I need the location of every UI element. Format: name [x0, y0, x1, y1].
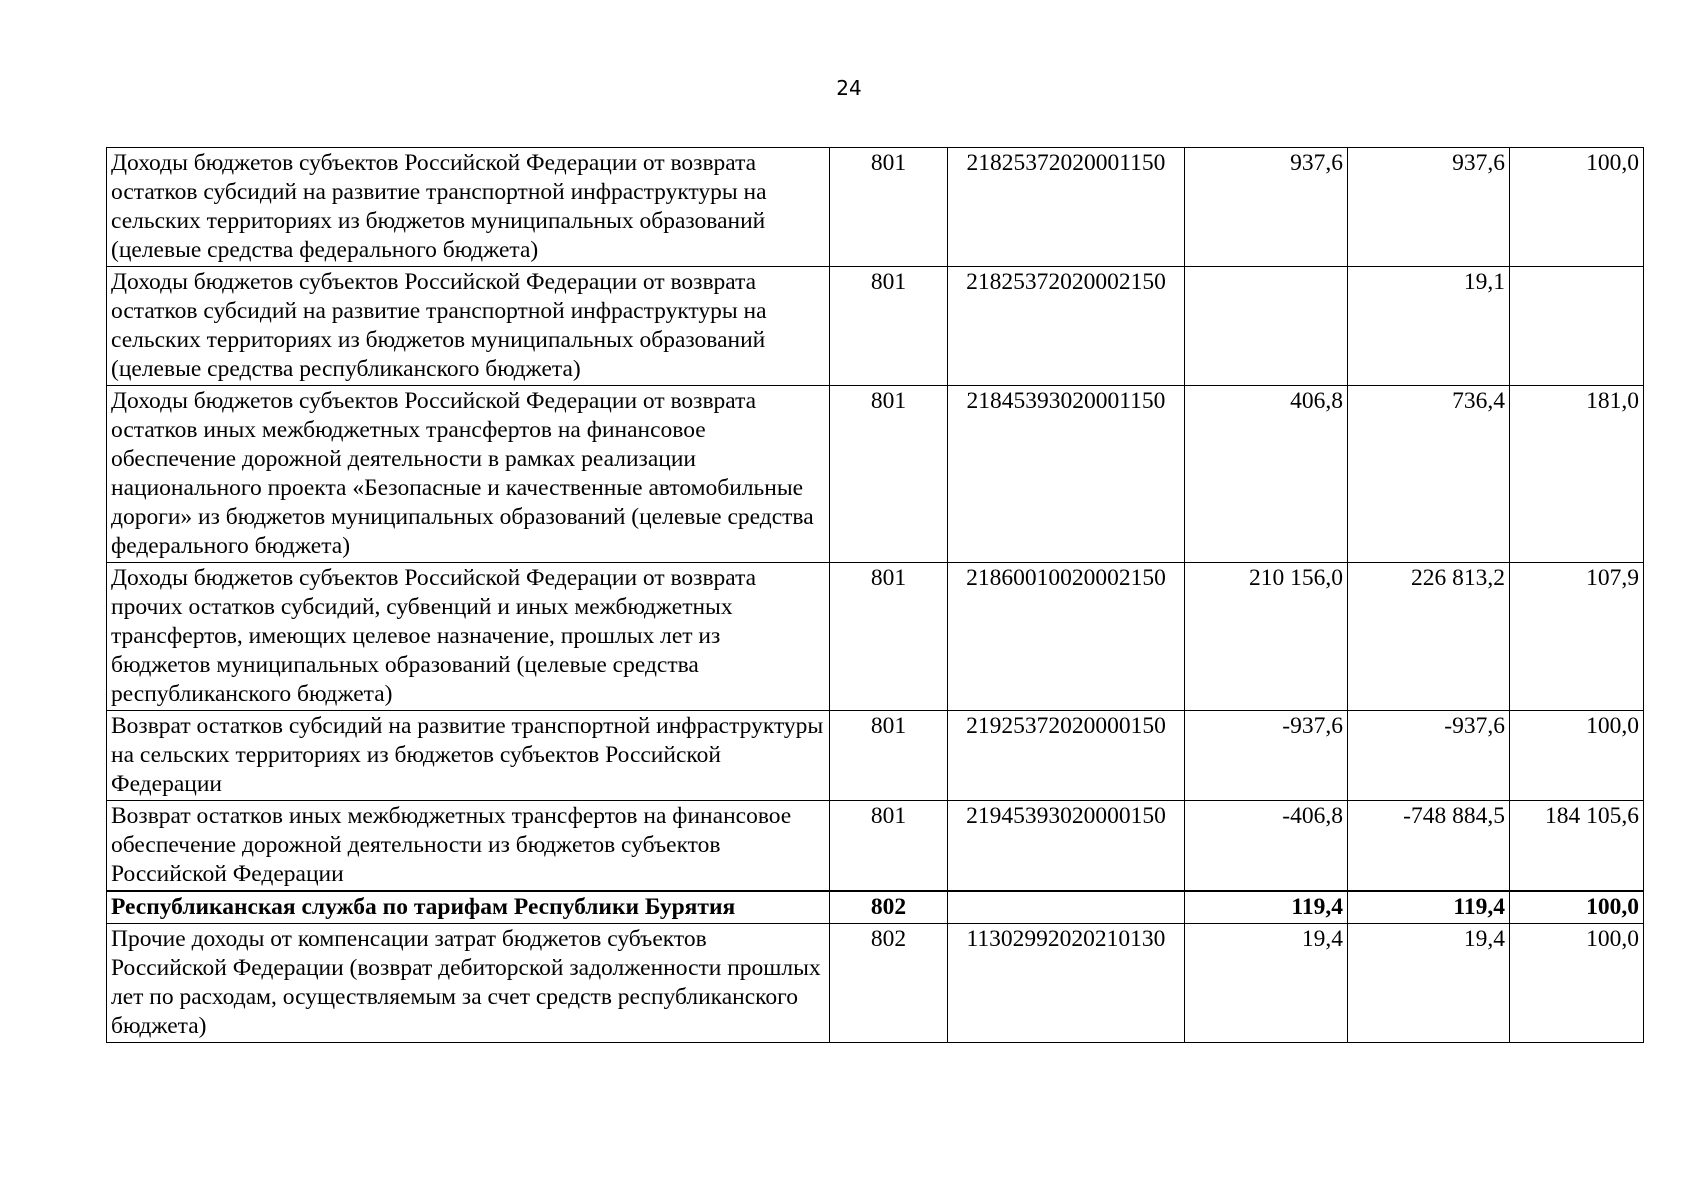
row-actual-value: 226 813,2: [1348, 563, 1510, 711]
row-budget-code: 21860010020002150: [948, 563, 1185, 711]
row-description: Доходы бюджетов субъектов Российской Федерации от возврата остатков иных межбюджетных трансфертов на финансовое обеспечение дорожной деятельности в рамках реализации национального проекта «Безопасные и качественные автомобильные дороги» из бюджетов муниципальных образований (целевые средства федерального бюджета): [107, 386, 830, 563]
row-budget-code: [948, 891, 1185, 924]
row-plan-value: 406,8: [1185, 386, 1348, 563]
row-percent-value: 100,0: [1510, 924, 1644, 1043]
row-plan-value: 19,4: [1185, 924, 1348, 1043]
row-description: Доходы бюджетов субъектов Российской Федерации от возврата остатков субсидий на развитие транспортной инфраструктуры на сельских территориях из бюджетов муниципальных образований (целевые средства федерального бюджета): [107, 148, 830, 267]
row-actual-value: -937,6: [1348, 711, 1510, 801]
row-budget-code: 11302992020210130: [948, 924, 1185, 1043]
section-header-row: [107, 891, 1644, 924]
table-row: [107, 801, 1644, 892]
table-row: [107, 386, 1644, 563]
row-description: Республиканская служба по тарифам Республики Бурятия: [107, 891, 830, 924]
row-actual-value: 19,1: [1348, 267, 1510, 386]
page-number: 24: [836, 76, 862, 100]
row-description: Возврат остатков субсидий на развитие транспортной инфраструктуры на сельских территориях из бюджетов субъектов Российской Федерации: [107, 711, 830, 801]
row-admin-code: 801: [830, 386, 948, 563]
row-budget-code: 21925372020000150: [948, 711, 1185, 801]
row-percent-value: 100,0: [1510, 711, 1644, 801]
row-admin-code: 802: [830, 924, 948, 1043]
row-budget-code: 21825372020002150: [948, 267, 1185, 386]
row-description: Доходы бюджетов субъектов Российской Федерации от возврата прочих остатков субсидий, субвенций и иных межбюджетных трансфертов, имеющих целевое назначение, прошлых лет из бюджетов муниципальных образований (целевые средства республиканского бюджета): [107, 563, 830, 711]
row-description: Прочие доходы от компенсации затрат бюджетов субъектов Российской Федерации (возврат дебиторской задолженности прошлых лет по расходам, осуществляемым за счет средств республиканского бюджета): [107, 924, 830, 1043]
table-row: [107, 148, 1644, 267]
table-row: [107, 563, 1644, 711]
row-admin-code: 801: [830, 711, 948, 801]
row-percent-value: 100,0: [1510, 148, 1644, 267]
table-row: [107, 711, 1644, 801]
row-admin-code: 801: [830, 148, 948, 267]
row-budget-code: 21945393020000150: [948, 801, 1185, 892]
row-actual-value: 119,4: [1348, 891, 1510, 924]
row-plan-value: -406,8: [1185, 801, 1348, 892]
row-plan-value: 210 156,0: [1185, 563, 1348, 711]
row-actual-value: 736,4: [1348, 386, 1510, 563]
table-row: [107, 924, 1644, 1043]
row-actual-value: 937,6: [1348, 148, 1510, 267]
row-actual-value: 19,4: [1348, 924, 1510, 1043]
row-plan-value: 937,6: [1185, 148, 1348, 267]
row-admin-code: 801: [830, 801, 948, 892]
row-description: Доходы бюджетов субъектов Российской Федерации от возврата остатков субсидий на развитие транспортной инфраструктуры на сельских территориях из бюджетов муниципальных образований (целевые средства республиканского бюджета): [107, 267, 830, 386]
row-percent-value: 181,0: [1510, 386, 1644, 563]
row-description: Возврат остатков иных межбюджетных трансфертов на финансовое обеспечение дорожной деятельности из бюджетов субъектов Российской Федерации: [107, 801, 830, 892]
row-budget-code: 21825372020001150: [948, 148, 1185, 267]
row-budget-code: 21845393020001150: [948, 386, 1185, 563]
row-plan-value: -937,6: [1185, 711, 1348, 801]
row-percent-value: 184 105,6: [1510, 801, 1644, 892]
table-row: [107, 267, 1644, 386]
row-plan-value: [1185, 267, 1348, 386]
row-actual-value: -748 884,5: [1348, 801, 1510, 892]
row-plan-value: 119,4: [1185, 891, 1348, 924]
row-percent-value: 100,0: [1510, 891, 1644, 924]
row-admin-code: 801: [830, 267, 948, 386]
revenue-table-body: [107, 148, 1644, 1043]
row-admin-code: 802: [830, 891, 948, 924]
revenue-table: [106, 147, 1644, 1043]
row-percent-value: 107,9: [1510, 563, 1644, 711]
row-percent-value: [1510, 267, 1644, 386]
row-admin-code: 801: [830, 563, 948, 711]
